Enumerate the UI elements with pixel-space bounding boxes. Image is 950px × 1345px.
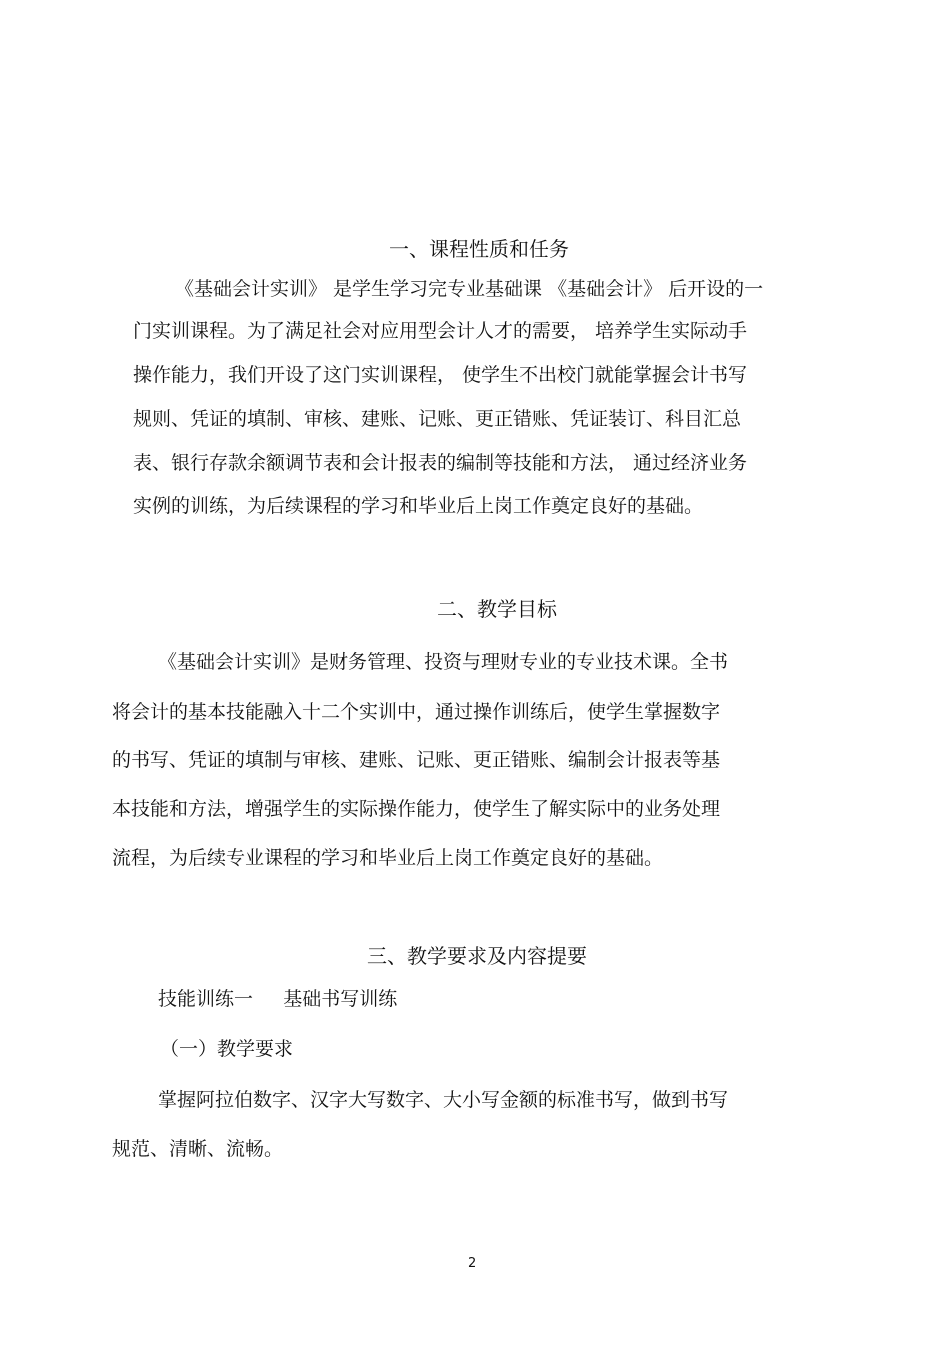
section2-line-3: 的书写、凭证的填制与审核、建账、记账、更正错账、编制会计报表等基 — [112, 749, 721, 771]
section1-heading: 一、课程性质和任务 — [389, 237, 569, 261]
section1-line-6: 实例的训练，为后续课程的学习和毕业后上岗工作奠定良好的基础。 — [133, 495, 704, 517]
section2-line-5: 流程，为后续专业课程的学习和毕业后上岗工作奠定良好的基础。 — [112, 847, 664, 869]
section3-line-2: 规范、清晰、流畅。 — [112, 1138, 284, 1160]
section2-line-4: 本技能和方法，增强学生的实际操作能力，使学生了解实际中的业务处理 — [112, 798, 721, 820]
teaching-requirements-subheading: （一）教学要求 — [160, 1038, 294, 1060]
section2-line-1: 《基础会计实训》是财务管理、投资与理财专业的专业技术课。全书 — [158, 651, 729, 673]
section1-line-1: 《基础会计实训》 是学生学习完专业基础课 《基础会计》 后开设的一 — [175, 278, 764, 300]
section1-line-2: 门实训课程。为了满足社会对应用型会计人才的需要， 培养学生实际动手 — [133, 320, 748, 342]
section3-heading: 三、教学要求及内容提要 — [367, 944, 587, 968]
section3-line-1: 掌握阿拉伯数字、汉字大写数字、大小写金额的标准书写，做到书写 — [158, 1089, 729, 1111]
section1-line-4: 规则、凭证的填制、审核、建账、记账、更正错账、凭证装订、科目汇总 — [133, 408, 742, 430]
section1-line-5: 表、银行存款余额调节表和会计报表的编制等技能和方法， 通过经济业务 — [133, 452, 748, 474]
section2-heading: 二、教学目标 — [437, 597, 557, 621]
training-title: 技能训练一 基础书写训练 — [158, 988, 398, 1010]
page-number: 2 — [468, 1256, 477, 1271]
section2-line-2: 将会计的基本技能融入十二个实训中，通过操作训练后，使学生掌握数字 — [112, 701, 721, 723]
section1-line-3: 操作能力，我们开设了这门实训课程， 使学生不出校门就能掌握会计书写 — [133, 364, 748, 386]
